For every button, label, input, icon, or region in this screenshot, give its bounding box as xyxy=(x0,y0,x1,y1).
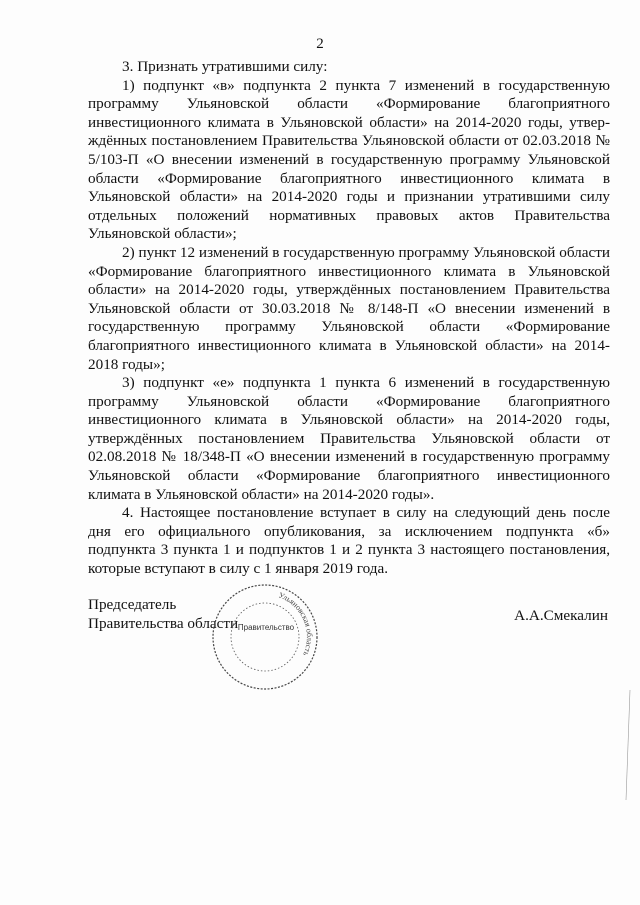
seal-outer-ring xyxy=(213,585,317,689)
paragraph-3-header: 3. Признать утратившими силу: xyxy=(122,58,328,75)
position-line-1: Председатель xyxy=(88,596,177,613)
page-number: 2 xyxy=(316,36,324,52)
paragraph-3-item-3: 3) подпункт «е» подпункта 1 пункта 6 изменений в государственную программу Ульяновской области «Формирование благоприятного инвестиционного климата в Ульяновской области» на 2014-2020 годы, утверждённых постановлением Правительства Ульяновской области от 02.08.2018 № 18/348-П «О внесении изменений в государственную программу Ульяновской области «Формирование благоприятного инвестиционного климата в Ульяновской области» на 2014-2020 годы». xyxy=(88,374,610,503)
official-seal xyxy=(210,582,320,692)
scan-edge-mark xyxy=(622,690,636,800)
document-body xyxy=(88,58,610,579)
seal-inner-ring xyxy=(231,603,299,671)
paragraph-3-item-1: 1) подпункт «в» подпункта 2 пункта 7 изменений в государственную программу Ульяновской области «Формирование благоприятного инвестиционного климата в Ульяновской области» на 2014-2020 годы, утверждённых постановлением Правительства Ульяновской области от 02.03.2018 № 5/103-П «О внесении изменений в государственную программу Ульяновской области «Формирование благоприятного инвестиционного климата в Ульяновской области» на 2014-2020 годы и признании утратившими силу отдельных положений нормативных правовых актов Правительства Ульяновской области»; xyxy=(88,76,610,243)
paragraph-3-item-2: 2) пункт 12 изменений в государственную программу Ульяновской области «Формирование благоприятного инвестиционного климата в Ульяновской области» на 2014-2020 годы, утверждённых постановлением Правительства Ульяновской области от 30.03.2018 № 8/148-П «О внесении изменений в государственную программу Ульяновской области «Формирование благоприятного инвестиционного климата в Ульяновской области» на 2014-2018 годы»; xyxy=(88,243,610,373)
seal-ring-text: Ульяновская область xyxy=(277,590,315,658)
position-line-2: Правительства области xyxy=(88,614,239,632)
signatory-name: А.А.Смекалин xyxy=(514,607,608,624)
paragraph-4: 4. Настоящее постановление вступает в силу на следующий день после дня его официального опубликования, за исключением подпункта «б» подпункта 3 пункта 1 и подпунктов 1 и 2 пункта 3 настоящего постановления, которые вступают в силу с 1 января 2019 года. xyxy=(88,504,610,578)
seal-center-text: Правительство xyxy=(237,623,295,632)
